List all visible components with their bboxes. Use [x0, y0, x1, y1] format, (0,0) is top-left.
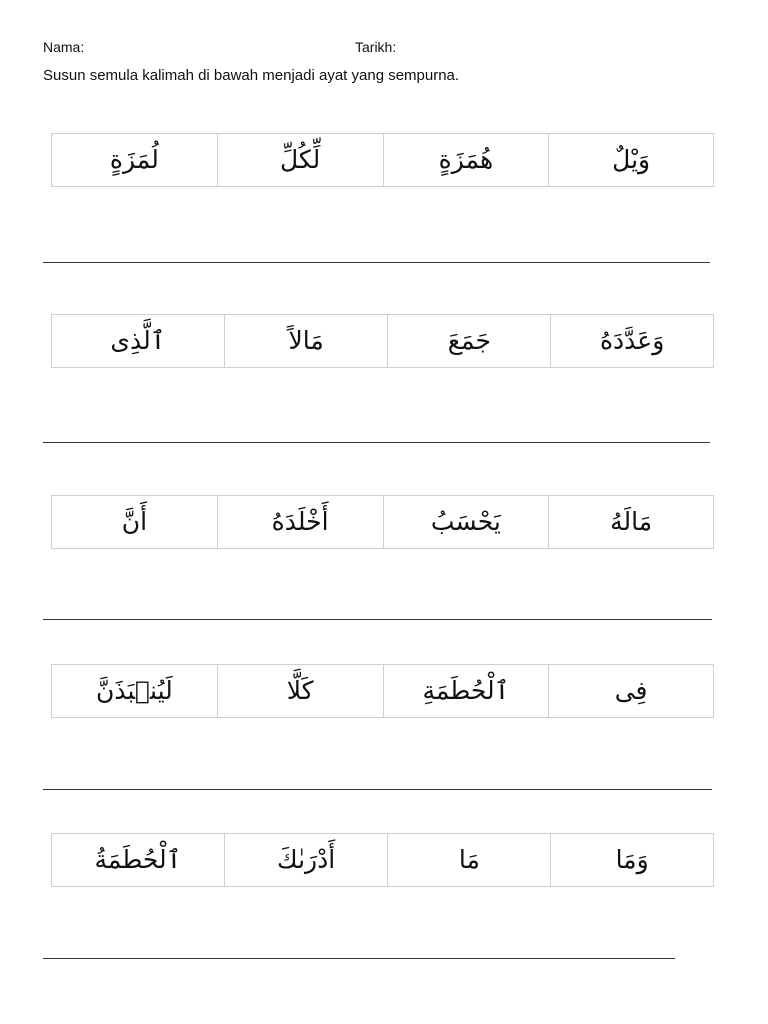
word-row-5: [51, 833, 714, 887]
word-cell[interactable]: [384, 665, 550, 717]
word-text: لُمَزَةٍ: [109, 145, 159, 174]
word-text: هُمَزَةٍ: [438, 145, 494, 174]
word-row-2: [51, 314, 714, 368]
word-text: لِّكُلِّ: [279, 145, 321, 174]
word-cell[interactable]: [225, 834, 389, 886]
word-cell[interactable]: [52, 665, 218, 717]
word-cell[interactable]: [218, 665, 384, 717]
word-text: وَعَدَّدَهُ: [599, 326, 665, 355]
answer-line-4[interactable]: [43, 789, 712, 790]
answer-line-1[interactable]: [43, 262, 710, 263]
word-text: جَمَعَ: [447, 326, 491, 355]
word-text: ٱلَّذِى: [110, 326, 166, 355]
word-cell[interactable]: [388, 834, 551, 886]
word-cell[interactable]: [549, 134, 714, 186]
word-text: ٱلْحُطَمَةُ: [94, 845, 182, 874]
answer-line-5[interactable]: [43, 958, 675, 959]
word-text: أَنَّ: [121, 507, 148, 536]
word-text: كَلَّا: [286, 676, 314, 705]
word-text: مَالَهُ: [610, 507, 653, 536]
word-text: أَخْلَدَهُ: [271, 507, 329, 536]
answer-line-2[interactable]: [43, 442, 710, 443]
name-label: Nama:: [43, 39, 85, 55]
word-text: لَيُنۢبَذَنَّ: [96, 676, 173, 705]
word-row-1: [51, 133, 714, 187]
word-text: أَدْرَىٰكَ: [277, 845, 336, 874]
word-cell[interactable]: [52, 834, 225, 886]
word-text: مَا: [458, 845, 480, 874]
word-row-4: [51, 664, 714, 718]
word-cell[interactable]: [218, 134, 384, 186]
word-text: وَيْلٌ: [612, 145, 651, 174]
word-text: ٱلْحُطَمَةِ: [422, 676, 510, 705]
word-cell[interactable]: [225, 315, 389, 367]
word-cell[interactable]: [551, 315, 714, 367]
word-text: يَحْسَبُ: [430, 507, 501, 536]
word-text: مَالاً: [288, 326, 324, 355]
word-cell[interactable]: [52, 315, 225, 367]
word-cell[interactable]: [384, 134, 550, 186]
date-label: Tarikh:: [355, 39, 397, 55]
word-text: فِى: [614, 676, 648, 705]
answer-line-3[interactable]: [43, 619, 712, 620]
word-cell[interactable]: [52, 496, 218, 548]
word-cell[interactable]: [218, 496, 384, 548]
word-cell[interactable]: [384, 496, 550, 548]
instruction-text: Susun semula kalimah di bawah menjadi ayat yang sempurna.: [43, 67, 460, 84]
word-cell[interactable]: [388, 315, 551, 367]
word-cell[interactable]: [549, 496, 714, 548]
word-text: وَمَا: [615, 845, 649, 874]
word-cell[interactable]: [551, 834, 714, 886]
word-row-3: [51, 495, 714, 549]
word-cell[interactable]: [52, 134, 218, 186]
word-cell[interactable]: [549, 665, 714, 717]
